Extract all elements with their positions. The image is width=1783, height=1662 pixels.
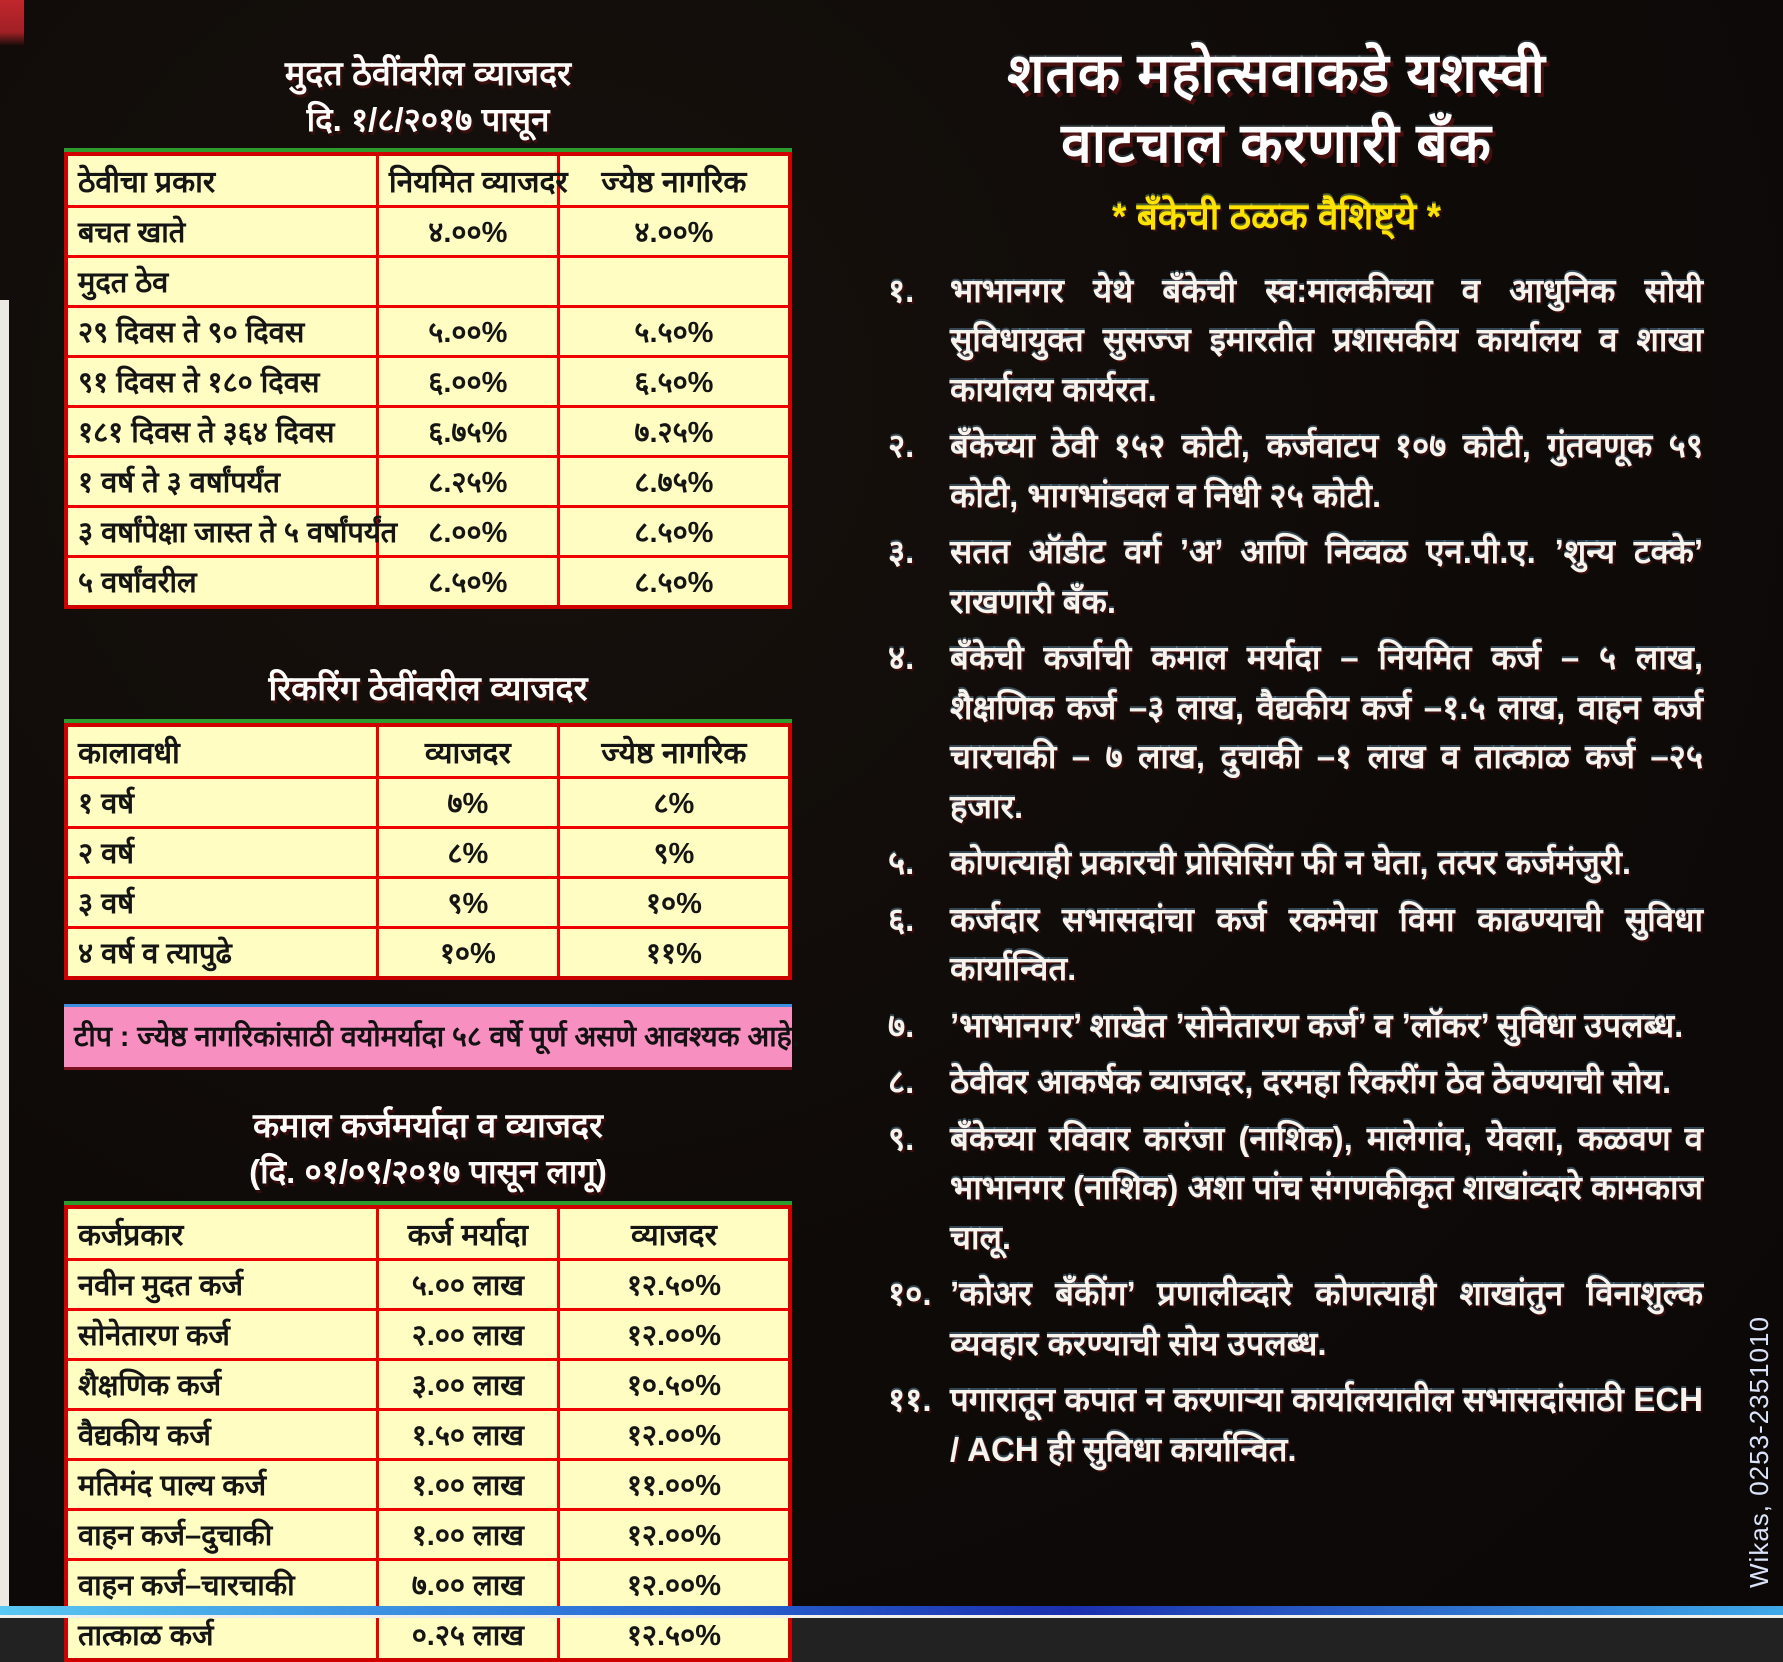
table-cell: १०% xyxy=(558,878,790,928)
table-cell: ५.५०% xyxy=(558,307,790,357)
feature-text: ठेवीवर आकर्षक व्याजदर, दरमहा रिकरींग ठेव ठेवण्याची सोय. xyxy=(950,1063,1672,1101)
feature-text: कोणत्याही प्रकारची प्रोसिसिंग फी न घेता, तत्पर कर्जमंजुरी. xyxy=(950,844,1632,882)
senior-citizen-note: टीप : ज्येष्ठ नागरिकांसाठी वयोमर्यादा ५८ वर्षे पूर्ण असणे आवश्यक आहे. xyxy=(64,1004,792,1070)
table-cell: १०% xyxy=(377,928,558,979)
feature-number: २. xyxy=(888,427,915,465)
table-cell: १.५० लाख xyxy=(377,1409,558,1459)
table-row xyxy=(66,207,790,257)
table-cell: ८.२५% xyxy=(377,457,558,507)
table-cell: ८.५०% xyxy=(377,557,558,608)
loan-table-title xyxy=(64,1104,792,1194)
feature-text: कर्जदार सभासदांचा कर्ज रकमेचा विमा काढण्याची सुविधा कार्यान्वित. xyxy=(950,900,1703,988)
table-cell: १.०० लाख xyxy=(377,1459,558,1509)
table-cell: शैक्षणिक कर्ज xyxy=(66,1359,377,1409)
table-cell: ३ वर्ष xyxy=(66,878,377,928)
page-title-line2: वाटचाल करणारी बँक xyxy=(1061,112,1492,175)
table-cell: ७.०० लाख xyxy=(377,1559,558,1609)
table-row xyxy=(66,457,790,507)
table-cell: ६.००% xyxy=(377,357,558,407)
table-cell: ५.०० लाख xyxy=(377,1259,558,1309)
loan-table-wrap xyxy=(64,1201,792,1662)
table-cell: ८.५०% xyxy=(558,507,790,557)
recurring-deposit-rates-table xyxy=(64,723,792,980)
table-cell: ६.५०% xyxy=(558,357,790,407)
table-cell: सोनेतारण कर्ज xyxy=(66,1309,377,1359)
feature-list xyxy=(850,266,1703,1475)
feature-item xyxy=(850,266,1703,415)
column-header: कर्ज मर्यादा xyxy=(377,1207,558,1260)
table-row xyxy=(66,257,790,307)
feature-number: ३. xyxy=(888,533,915,571)
table-cell: ४ वर्ष व त्यापुढे xyxy=(66,928,377,979)
recurring-deposit-title-text: रिकरिंग ठेवींवरील व्याजदर xyxy=(268,670,588,709)
table-cell: ८.५०% xyxy=(558,557,790,608)
feature-item xyxy=(850,1269,1703,1368)
table-row xyxy=(66,828,790,878)
feature-number: ६. xyxy=(888,900,915,938)
table-row xyxy=(66,928,790,979)
table-row xyxy=(66,1309,790,1359)
table-cell: मुदत ठेव xyxy=(66,257,377,307)
loan-date-line: (दि. ०१/०९/२०१७ पासून लागू) xyxy=(249,1153,607,1191)
fixed-deposit-date-line: दि. १/८/२०१७ पासून xyxy=(306,100,550,138)
feature-item xyxy=(850,895,1703,994)
table-row xyxy=(66,878,790,928)
feature-text: पगारातून कपात न करणाऱ्या कार्यालयातील सभासदांसाठी ECH / ACH ही सुविधा कार्यान्वित. xyxy=(950,1381,1703,1468)
loan-title-text: कमाल कर्जमर्यादा व व्याजदर xyxy=(253,1107,603,1146)
table-cell: १२.५०% xyxy=(558,1259,790,1309)
column-header: ठेवीचा प्रकार xyxy=(66,154,377,207)
feature-text: सतत ऑडीट वर्ग ’अ’ आणि निव्वळ एन.पी.ए. ’शुन्य टक्के’ राखणारी बँक. xyxy=(950,533,1703,620)
recurring-deposit-table-wrap xyxy=(64,719,792,980)
table-cell: ७% xyxy=(377,778,558,828)
printer-credit-vertical: Wikas, 0253-2351010 xyxy=(1744,1316,1774,1588)
table-row xyxy=(66,1459,790,1509)
fixed-deposit-title-text: मुदत ठेवींवरील व्याजदर xyxy=(284,55,572,93)
table-cell: १.०० लाख xyxy=(377,1509,558,1559)
table-row xyxy=(66,307,790,357)
feature-item xyxy=(850,1001,1703,1051)
table-cell: १२.००% xyxy=(558,1409,790,1459)
rates-column xyxy=(64,52,800,1652)
feature-text: बँकेची कर्जाची कमाल मर्यादा – नियमित कर्ज – ५ लाख, शैक्षणिक कर्ज –३ लाख, वैद्यकीय कर्ज –१.५ लाख, वाहन कर्ज चारचाकी – ७ लाख, दुचाकी –१ लाख व तात्काळ कर्ज –२५ हजार. xyxy=(950,639,1703,825)
table-cell xyxy=(377,257,558,307)
fixed-deposit-rates-table xyxy=(64,152,792,609)
table-row xyxy=(66,1359,790,1409)
column-header: कर्जप्रकार xyxy=(66,1207,377,1260)
table-cell: ८.००% xyxy=(377,507,558,557)
table-row xyxy=(66,778,790,828)
column-header: नियमित व्याजदर xyxy=(377,154,558,207)
column-header: कालावधी xyxy=(66,725,377,778)
feature-text: बँकेच्या रविवार कारंजा (नाशिक), मालेगांव, येवला, कळवण व भाभानगर (नाशिक) अशा पांच संगणकीकृत शाखांव्दारे कामकाज चालू. xyxy=(950,1119,1703,1256)
table-cell: १८१ दिवस ते ३६४ दिवस xyxy=(66,407,377,457)
fixed-deposit-table-wrap xyxy=(64,148,792,609)
table-row xyxy=(66,1409,790,1459)
fixed-deposit-table-title xyxy=(64,52,792,142)
table-cell: ८% xyxy=(558,778,790,828)
table-row xyxy=(66,557,790,608)
table-row xyxy=(66,1509,790,1559)
table-cell: १२.००% xyxy=(558,1309,790,1359)
table-cell: १ वर्ष xyxy=(66,778,377,828)
table-cell: ८.७५% xyxy=(558,457,790,507)
table-cell: ७.२५% xyxy=(558,407,790,457)
feature-number: १. xyxy=(888,271,915,309)
page-title-line1: शतक महोत्सवाकडे यशस्वी xyxy=(1007,42,1546,104)
table-cell: तात्काळ कर्ज xyxy=(66,1609,377,1660)
table-cell: वैद्यकीय कर्ज xyxy=(66,1409,377,1459)
feature-item xyxy=(850,1114,1703,1263)
page-title xyxy=(850,38,1703,179)
feature-item xyxy=(850,1375,1703,1474)
table-cell: ६.७५% xyxy=(377,407,558,457)
feature-number: ९. xyxy=(888,1119,915,1157)
column-header: ज्येष्ठ नागरिक xyxy=(558,725,790,778)
column-header: ज्येष्ठ नागरिक xyxy=(558,154,790,207)
column-header: व्याजदर xyxy=(377,725,558,778)
feature-item xyxy=(850,1057,1703,1107)
table-cell: २९ दिवस ते ९० दिवस xyxy=(66,307,377,357)
table-cell: बचत खाते xyxy=(66,207,377,257)
feature-item xyxy=(850,838,1703,888)
table-cell: ३.०० लाख xyxy=(377,1359,558,1409)
table-cell: ११.००% xyxy=(558,1459,790,1509)
table-row xyxy=(66,507,790,557)
recurring-deposit-table-title xyxy=(64,667,792,713)
feature-number: ५. xyxy=(888,844,915,882)
table-cell: ५ वर्षांवरील xyxy=(66,557,377,608)
feature-item xyxy=(850,421,1703,520)
table-cell: ९१ दिवस ते १८० दिवस xyxy=(66,357,377,407)
table-header-row xyxy=(66,1207,790,1260)
table-row xyxy=(66,407,790,457)
table-row xyxy=(66,1559,790,1609)
feature-text: भाभानगर येथे बँकेची स्व:मालकीच्या व आधुनिक सोयी सुविधायुक्त सुसज्ज इमारतीत प्रशासकीय कार्यालय व शाखा कार्यालय कार्यरत. xyxy=(950,271,1703,408)
feature-item xyxy=(850,527,1703,626)
feature-text: ’भाभानगर’ शाखेत ’सोनेतारण कर्ज’ व ’लॉकर’ सुविधा उपलब्ध. xyxy=(950,1006,1684,1044)
column-header: व्याजदर xyxy=(558,1207,790,1260)
table-cell: २ वर्ष xyxy=(66,828,377,878)
feature-text: ’कोअर बँकींग’ प्रणालीव्दारे कोणत्याही शाखांतुन विनाशुल्क व्यवहार करण्याची सोय उपलब्ध. xyxy=(950,1275,1703,1362)
table-row xyxy=(66,1259,790,1309)
feature-text: बँकेच्या ठेवी १५२ कोटी, कर्जवाटप १०७ कोटी, गुंतवणूक ५९ कोटी, भागभांडवल व निधी २५ कोटी. xyxy=(950,427,1703,514)
table-cell: ५.००% xyxy=(377,307,558,357)
table-cell: ०.२५ लाख xyxy=(377,1609,558,1660)
feature-number: ८. xyxy=(888,1063,915,1101)
table-cell: नवीन मुदत कर्ज xyxy=(66,1259,377,1309)
table-cell: १२.००% xyxy=(558,1509,790,1559)
table-cell: ९% xyxy=(377,878,558,928)
highlights-subtitle: * बँकेची ठळक वैशिष्ट्ये * xyxy=(1112,195,1441,237)
table-cell: वाहन कर्ज–दुचाकी xyxy=(66,1509,377,1559)
table-cell: १२.००% xyxy=(558,1559,790,1609)
table-cell: ४.००% xyxy=(377,207,558,257)
table-cell: १२.५०% xyxy=(558,1609,790,1660)
scan-edge-bottom-blue xyxy=(0,1606,1783,1615)
feature-number: ४. xyxy=(888,639,915,677)
feature-number: १०. xyxy=(888,1275,932,1313)
table-cell: ८% xyxy=(377,828,558,878)
table-header-row xyxy=(66,154,790,207)
table-cell: मतिमंद पाल्य कर्ज xyxy=(66,1459,377,1509)
table-row xyxy=(66,357,790,407)
table-cell: १ वर्ष ते ३ वर्षांपर्यंत xyxy=(66,457,377,507)
scan-edge-bottom-white xyxy=(0,1615,1783,1618)
table-cell: वाहन कर्ज–चारचाकी xyxy=(66,1559,377,1609)
table-cell xyxy=(558,257,790,307)
feature-number: ११. xyxy=(888,1381,932,1419)
table-cell: ३ वर्षांपेक्षा जास्त ते ५ वर्षांपर्यंत xyxy=(66,507,377,557)
loan-limit-rates-table xyxy=(64,1205,792,1662)
table-cell: ९% xyxy=(558,828,790,878)
table-cell: १०.५०% xyxy=(558,1359,790,1409)
table-cell: ४.००% xyxy=(558,207,790,257)
feature-number: ७. xyxy=(888,1006,915,1044)
table-cell: २.०० लाख xyxy=(377,1309,558,1359)
highlights-column xyxy=(850,38,1703,1618)
table-header-row xyxy=(66,725,790,778)
feature-item xyxy=(850,633,1703,831)
table-cell: ११% xyxy=(558,928,790,979)
